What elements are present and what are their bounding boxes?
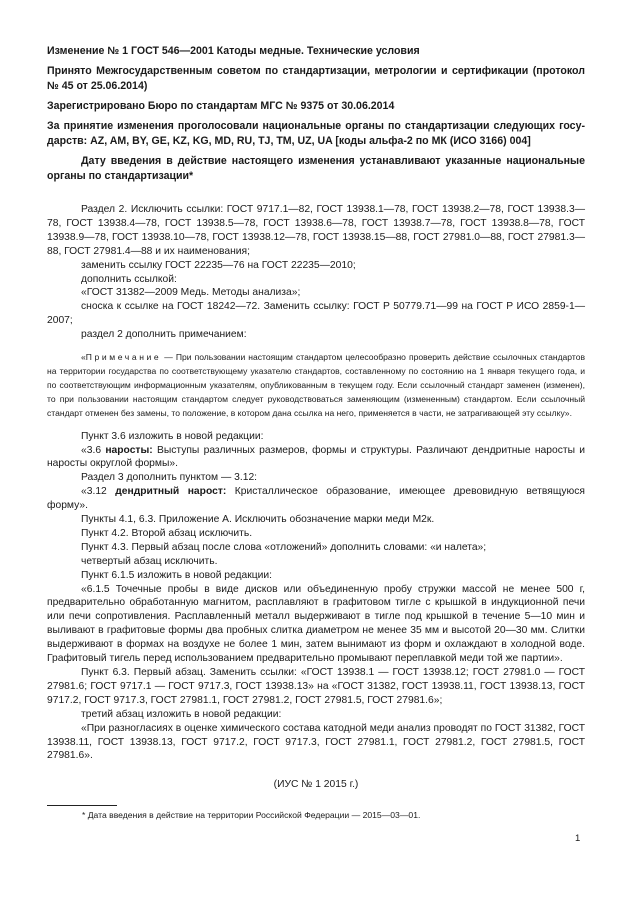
paragraph: дополнить ссылкой: [81,273,177,285]
paragraph: Пункт 4.2. Второй абзац исключить. [81,527,253,539]
page-number: 1 [575,833,581,844]
document-page [47,44,585,792]
document-body [47,203,585,792]
note-text: — При пользовании настоящим стандартом целесообразно проверить действие ссылочных стандартов на территории государства по соответствующему указателю стандартов, составленному по состоянию на 1 января текущего года, и по соответствующим информационным указателям, опубликованным в текущем году. Если ссылочный стандарт заменен (изменен), то при пользовании настоящим стандартом следует руководствоваться заменяющим (измененным) стандартом. Если ссылочный стандарт отменен без замены, то положение, в котором дана ссылка на него, применяется в части, не затрагивающей эту ссылку». [47,352,585,418]
adopted-by: Принято Межгосударственным советом по стандартизации, метрологии и сертификации (протокол № 45 от 25.06.2014) [47,65,585,92]
paragraph: заменить ссылку ГОСТ 22235—76 на ГОСТ 22235—2010; [81,259,356,271]
registration: Зарегистрировано Бюро по стандартам МГС № 9375 от 30.06.2014 [47,100,395,112]
footnote-divider [47,805,117,806]
paragraph: четвертый абзац исключить. [81,555,218,567]
note-label: Примечание [85,352,162,363]
effective-date-note: Дату введения в действие настоящего изменения устанавливают указанные национальные органы по стандартизации* [47,155,585,182]
term: наросты: [105,444,153,456]
paragraph: «6.1.5 Точечные пробы в виде дисков или объединенную пробу стружки массой не менее 500 г, предварительно обработанную магнитом, расплавляют в графитовом тигле с крышкой в индукционной печи или печи сопротивления. Расплавленный металл выдерживают в тигле под крышкой в течение 5—10 мин и выливают в графитовые формы два пробных слитка диаметром не менее 35 мм и высотой 20—30 мм. Слитки выдерживают в формах на воздухе не более 1 мин, затем вынимают из форм и охлаждают в холодной воде. Графитовый тигель перед использованием предварительно промывают переплавкой меди той же партии». [47,583,585,665]
paragraph: «ГОСТ 31382—2009 Медь. Методы анализа»; [81,287,301,299]
voting-states: За принятие изменения проголосовали национальные органы по стандартизации следующих государств: AZ, AM, BY, GE, KZ, KG, MD, RU, TJ, TM, UZ, UA [коды альфа-2 по МК (ИСО 3166) 004] [47,120,585,147]
paragraph: третий абзац изложить в новой редакции: [81,708,282,720]
paragraph: «3.6 наросты: Выступы различных размеров, формы и структуры. Различают дендритные наросты и наросты округлой формы». [47,444,585,470]
paragraph: Пункт 6.1.5 изложить в новой редакции: [81,569,273,581]
footnote: * Дата введения в действие на территории Российской Федерации — 2015—03—01. [82,810,421,820]
paragraph: Раздел 3 дополнить пунктом — 3.12: [81,472,258,484]
term: дендритный нарост: [115,486,227,498]
paragraph: «При разногласиях в оценке химического состава катодной меди анализ проводят по ГОСТ 31382, ГОСТ 13938.11, ГОСТ 13938.13, ГОСТ 9717.2, ГОСТ 9717.3, ГОСТ 27981.1, ГОСТ 27981.2, ГОСТ 27981.5, ГОСТ 27981.6». [47,722,585,762]
paragraph: Пункт 6.3. Первый абзац. Заменить ссылки: «ГОСТ 13938.1 — ГОСТ 13938.12; ГОСТ 27981.0 — ГОСТ 27981.6; ГОСТ 9717.1 — ГОСТ 9717.3, ГОСТ 13938.13» на «ГОСТ 31382, ГОСТ 13938.11, ГОСТ 13938.13, ГОСТ 9717.2, ГОСТ 9717.3, ГОСТ 27981.1, ГОСТ 27981.2, ГОСТ 27981.5, ГОСТ 27981.6»; [47,667,585,706]
amendment-title: Изменение № 1 ГОСТ 546—2001 Катоды медные. Технические условия [47,45,420,57]
paragraph: Пункт 3.6 изложить в новой редакции: [81,430,264,442]
paragraph: Раздел 2. Исключить ссылки: ГОСТ 9717.1—82, ГОСТ 13938.1—78, ГОСТ 13938.2—78, ГОСТ 13938.3—78, ГОСТ 13938.4—78, ГОСТ 13938.5—78, ГОСТ 13938.6—78, ГОСТ 13938.7—78, ГОСТ 13938.8—78, ГОСТ 13938.9—78, ГОСТ 13938.10—78, ГОСТ 13938.12—78, ГОСТ 13938.15—88, ГОСТ 27981.0—88, ГОСТ 27981.3—88, ГОСТ 27981.4—88 и их наименования; [47,204,585,257]
note-block: «Примечание — При пользовании настоящим стандартом целесообразно проверить действие ссылочных стандартов на территории государства по соответствующему указателю стандартов, составленному по состоянию на 1 января текущего года, и по соответствующим информационным указателям, опубликованным в текущем году. Если ссылочный стандарт заменен (изменен), то при пользовании настоящим стандартом следует руководствоваться заменяющим (измененным) стандартом. Если ссылочный стандарт отменен без замены, то положение, в котором дана ссылка на него, применяется в части, не затрагивающей эту ссылку». [47,352,585,418]
paragraph: Пункты 4.1, 6.3. Приложение А. Исключить обозначение марки меди М2к. [81,514,435,526]
paragraph: Пункт 4.3. Первый абзац после слова «отложений» дополнить словами: «и налета»; [81,541,487,553]
source-reference: (ИУС № 1 2015 г.) [273,779,359,791]
paragraph: раздел 2 дополнить примечанием: [81,329,247,341]
paragraph: «3.12 дендритный нарост: Кристаллическое образование, имеющее древовидную ветвящуюся форму». [47,486,585,512]
paragraph: сноска к ссылке на ГОСТ 18242—72. Заменить ссылку: ГОСТ Р 50779.71—99 на ГОСТ Р ИСО 2859-1—2007; [47,301,585,327]
